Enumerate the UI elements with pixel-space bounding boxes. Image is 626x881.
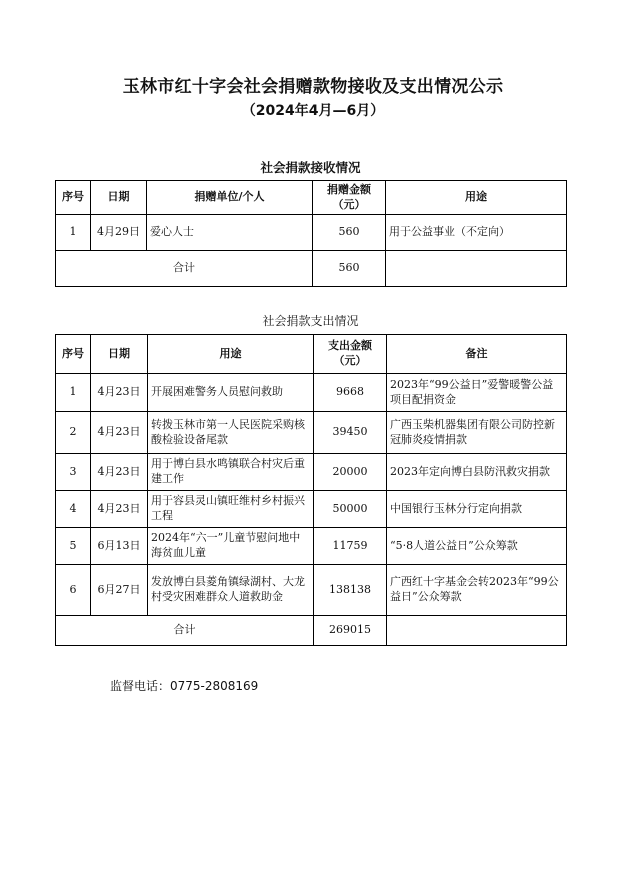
cell-date: 6月13日 <box>91 528 148 565</box>
total-label: 合计 <box>56 616 314 646</box>
cell-note: 中国银行玉林分行定向捐款 <box>387 491 567 528</box>
cell-date: 6月27日 <box>91 565 148 616</box>
table-row <box>56 374 567 412</box>
cell-note: 广西红十字基金会转2023年“99公益日”公众筹款 <box>387 565 567 616</box>
cell-no: 4 <box>56 491 91 528</box>
receipt-table <box>55 180 567 287</box>
cell-amount: 9668 <box>314 374 387 412</box>
table-row <box>56 565 567 616</box>
cell-note: 2023年“99公益日”爱警暖警公益项目配捐资金 <box>387 374 567 412</box>
cell-no: 3 <box>56 454 91 491</box>
cell-no: 5 <box>56 528 91 565</box>
expense-section-title: 社会捐款支出情况 <box>262 314 359 328</box>
cell-use: 2024年“六一”儿童节慰问地中海贫血儿童 <box>148 528 314 565</box>
table-row <box>56 491 567 528</box>
cell-note: 广西玉柴机器集团有限公司防控新冠肺炎疫情捐款 <box>387 412 567 454</box>
cell-amount: 138138 <box>314 565 387 616</box>
page-subtitle: （2024年4月—6月） <box>241 103 385 119</box>
cell-date: 4月23日 <box>91 374 148 412</box>
cell-amount: 50000 <box>314 491 387 528</box>
cell-note: “5·8人道公益日”公众筹款 <box>387 528 567 565</box>
col-header-date: 日期 <box>91 335 148 374</box>
table-row <box>56 412 567 454</box>
table-row <box>56 528 567 565</box>
cell-date: 4月23日 <box>91 491 148 528</box>
total-amount: 269015 <box>314 616 387 646</box>
cell-use: 转拨玉林市第一人民医院采购核酸检验设备尾款 <box>148 412 314 454</box>
col-header-amount: 捐赠金额（元） <box>313 181 386 215</box>
cell-no: 1 <box>56 215 91 251</box>
supervision-hotline: 监督电话：0775-2808169 <box>110 679 259 693</box>
cell-no: 1 <box>56 374 91 412</box>
table-row <box>56 454 567 491</box>
total-label: 合计 <box>56 251 313 287</box>
cell-amount: 560 <box>313 215 386 251</box>
col-header-no: 序号 <box>56 181 91 215</box>
col-header-donor: 捐赠单位/个人 <box>147 181 313 215</box>
total-row <box>56 616 567 646</box>
cell-no: 6 <box>56 565 91 616</box>
cell-amount: 20000 <box>314 454 387 491</box>
cell-donor: 爱心人士 <box>147 215 313 251</box>
cell-use: 用于博白县水鸣镇联合村灾后重建工作 <box>148 454 314 491</box>
cell-amount: 39450 <box>314 412 387 454</box>
col-header-no: 序号 <box>56 335 91 374</box>
cell-note: 2023年定向博白县防汛救灾捐款 <box>387 454 567 491</box>
cell-use: 开展困难警务人员慰问救助 <box>148 374 314 412</box>
cell-date: 4月23日 <box>91 454 148 491</box>
page-title: 玉林市红十字会社会捐赠款物接收及支出情况公示 <box>122 77 504 97</box>
col-header-use: 用途 <box>386 181 567 215</box>
col-header-date: 日期 <box>91 181 147 215</box>
total-row <box>56 251 567 287</box>
col-header-amount: 支出金额（元） <box>314 335 387 374</box>
cell-date: 4月23日 <box>91 412 148 454</box>
cell-date: 4月29日 <box>91 215 147 251</box>
cell-use: 用于容县灵山镇旺维村乡村振兴工程 <box>148 491 314 528</box>
expense-table <box>55 334 567 646</box>
receipt-section-title: 社会捐款接收情况 <box>260 160 361 175</box>
col-header-note: 备注 <box>387 335 567 374</box>
receipt-header-row <box>56 181 567 215</box>
cell-use: 发放博白县菱角镇绿湖村、大龙村受灾困难群众人道救助金 <box>148 565 314 616</box>
cell-amount: 11759 <box>314 528 387 565</box>
table-row <box>56 215 567 251</box>
expense-header-row <box>56 335 567 374</box>
total-amount: 560 <box>313 251 386 287</box>
cell-use: 用于公益事业（不定向） <box>386 215 567 251</box>
total-empty <box>386 251 567 287</box>
col-header-use: 用途 <box>148 335 314 374</box>
cell-no: 2 <box>56 412 91 454</box>
total-empty <box>387 616 567 646</box>
